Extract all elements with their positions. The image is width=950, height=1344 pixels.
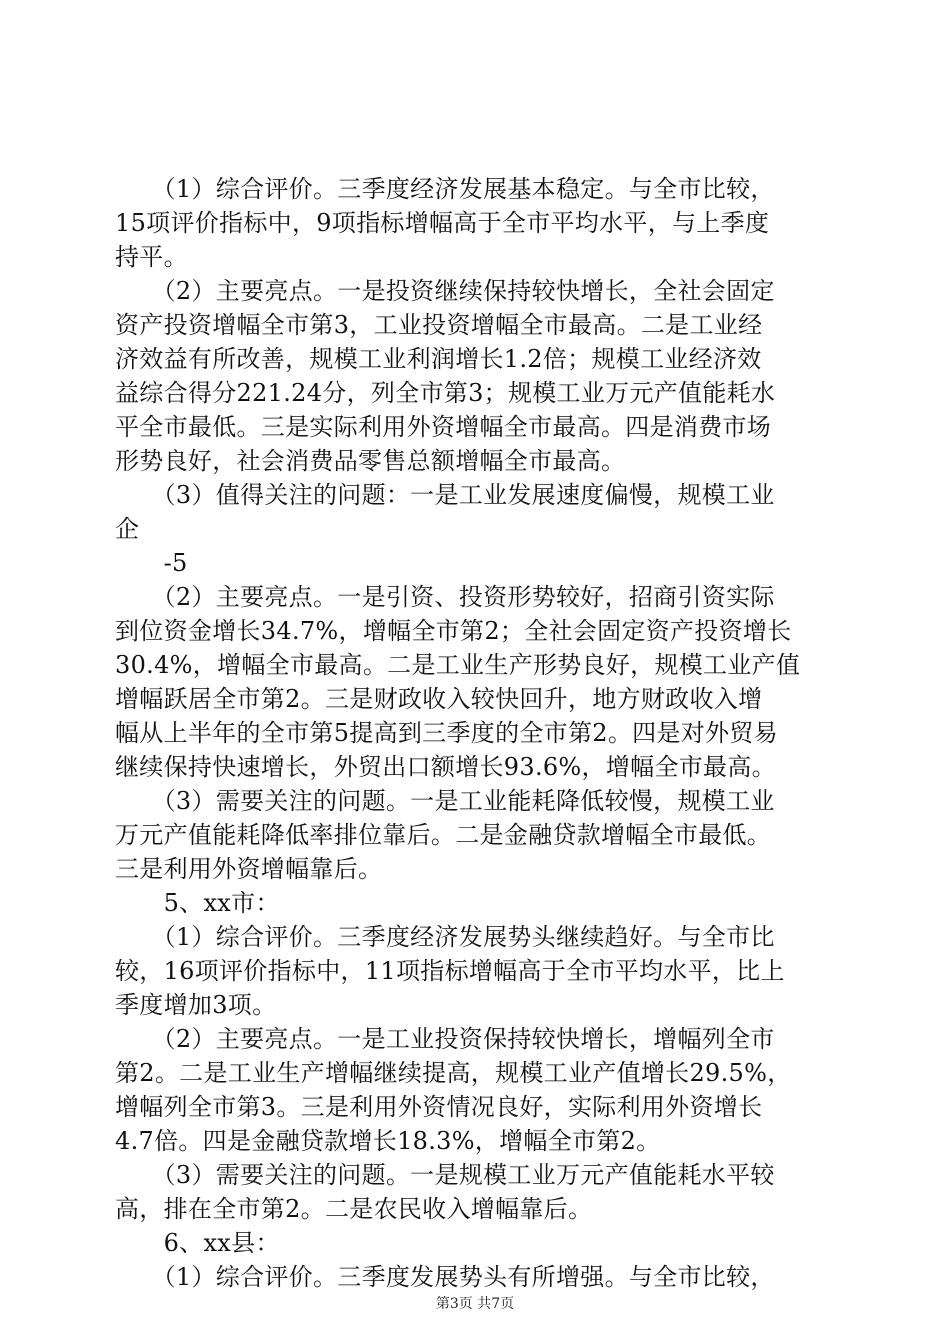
text-line: （3）值得关注的问题：一是工业发展速度偏慢，规模工业: [115, 481, 775, 509]
text-line: （3）需要关注的问题。一是工业能耗降低较慢，规模工业: [115, 787, 775, 815]
page-number-label: 第3页 共7页: [435, 1296, 515, 1312]
text-line: 第2。二是工业生产增幅继续提高，规模工业产值增长29.5%，: [115, 1059, 792, 1087]
text-line: 高，排在全市第2。二是农民收入增幅靠后。: [115, 1195, 593, 1223]
page-footer: [0, 1294, 950, 1314]
text-line: 平全市最低。三是实际利用外资增幅全市最高。四是消费市场: [115, 413, 772, 441]
text-line: 资产投资增幅全市第3，工业投资增幅全市最高。二是工业经: [115, 311, 763, 339]
text-line: 6、xx县：: [115, 1229, 280, 1257]
text-line: 4.7倍。四是金融贷款增长18.3%，增幅全市第2。: [115, 1127, 661, 1155]
text-line: 济效益有所改善，规模工业利润增长1.2倍；规模工业经济效: [115, 345, 762, 373]
text-line: 增幅列全市第3。三是利用外资情况良好，实际利用外资增长: [115, 1093, 763, 1121]
text-line: 持平。: [115, 243, 188, 271]
text-line: 企: [115, 515, 140, 543]
document-body: [115, 172, 845, 1294]
text-line: 三是利用外资增幅靠后。: [115, 855, 383, 883]
text-line: （2）主要亮点。一是引资、投资形势较好，招商引资实际: [115, 583, 775, 611]
text-line: 增幅跃居全市第2。三是财政收入较快回升，地方财政收入增: [115, 685, 763, 713]
text-line: （1）综合评价。三季度经济发展势头继续趋好。与全市比: [115, 923, 775, 951]
text-line: （1）综合评价。三季度经济发展基本稳定。与全市比较，: [115, 175, 775, 203]
text-line: （3）需要关注的问题。一是规模工业万元产值能耗水平较: [115, 1161, 775, 1189]
text-line: 到位资金增长34.7%，增幅全市第2；全社会固定资产投资增长: [115, 617, 792, 645]
text-line: 益综合得分221.24分，列全市第3；规模工业万元产值能耗水: [115, 379, 776, 407]
text-line: 形势良好，社会消费品零售总额增幅全市最高。: [115, 447, 626, 475]
text-line: 万元产值能耗降低率排位靠后。二是金融贷款增幅全市最低。: [115, 821, 772, 849]
text-line: -5: [115, 549, 188, 577]
text-line: （1）综合评价。三季度发展势头有所增强。与全市比较，: [115, 1263, 775, 1291]
text-line: （2）主要亮点。一是工业投资保持较快增长，增幅列全市: [115, 1025, 775, 1053]
text-line: 幅从上半年的全市第5提高到三季度的全市第2。四是对外贸易: [115, 719, 778, 747]
text-line: （2）主要亮点。一是投资继续保持较快增长，全社会固定: [115, 277, 775, 305]
text-line: 5、xx市：: [115, 889, 280, 917]
text-line: 15项评价指标中，9项指标增幅高于全市平均水平，与上季度: [115, 209, 770, 237]
text-line: 30.4%，增幅全市最高。二是工业生产形势良好，规模工业产值: [115, 651, 801, 679]
text-line: 较，16项评价指标中，11项指标增幅高于全市平均水平，比上: [115, 957, 785, 985]
text-line: 继续保持快速增长，外贸出口额增长93.6%，增幅全市最高。: [115, 753, 776, 781]
text-line: 季度增加3项。: [115, 991, 277, 1019]
